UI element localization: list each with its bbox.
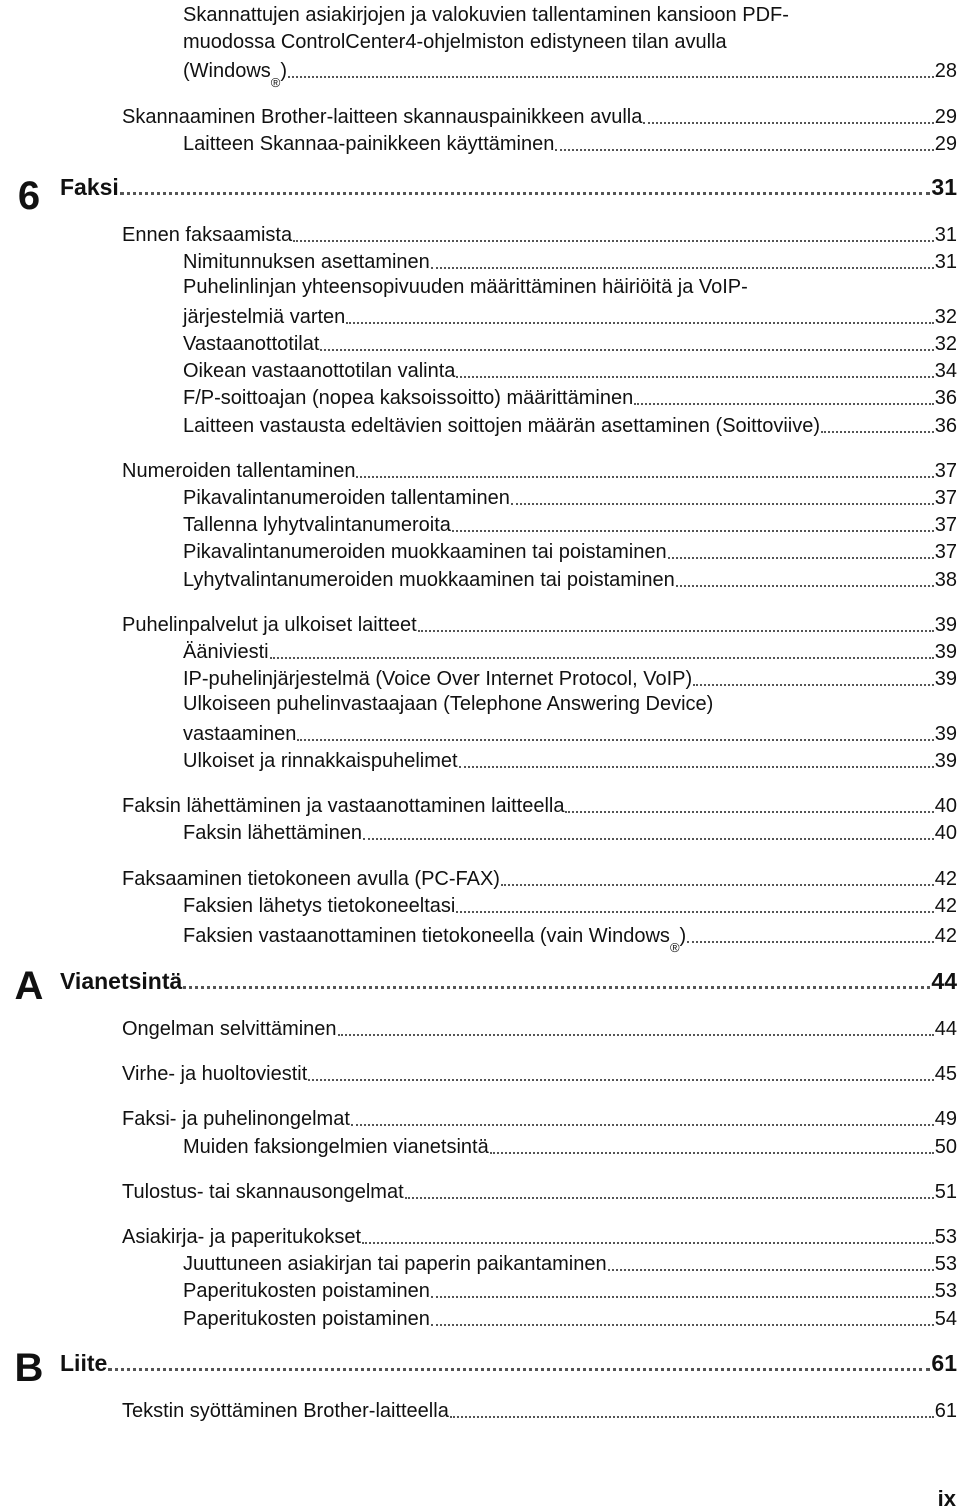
toc-entry-title: Tekstin syöttäminen Brother-laitteella [122, 1400, 449, 1422]
toc-chapter-entry[interactable] [60, 968, 957, 994]
toc-page-number: 31 [934, 224, 957, 246]
toc-page-number: 34 [934, 360, 957, 382]
toc-entry[interactable] [122, 611, 957, 637]
dot-leader [450, 1412, 934, 1418]
toc-page-number: 29 [934, 106, 957, 128]
dot-leader [490, 1148, 934, 1154]
toc-entry-title: Juuttuneen asiakirjan tai paperin paikantaminen [183, 1253, 607, 1275]
toc-entry[interactable] [122, 1015, 957, 1041]
toc-entry[interactable] [122, 792, 957, 818]
page-number: ix [937, 1486, 956, 1511]
toc-entry[interactable] [183, 1277, 957, 1303]
toc-entry[interactable] [183, 384, 957, 410]
dot-leader [687, 937, 934, 943]
toc-entry[interactable] [122, 1060, 957, 1086]
dot-leader [459, 762, 934, 768]
toc-entry[interactable] [183, 665, 957, 691]
toc-entry[interactable] [122, 865, 957, 891]
dot-leader [431, 1320, 934, 1326]
dot-leader [643, 118, 933, 124]
toc-page-number: 36 [934, 415, 957, 437]
toc-entry-text-line: Ulkoiseen puhelinvastaajaan (Telephone Answering Device) [183, 693, 714, 715]
dot-leader [351, 1120, 934, 1126]
dot-leader [608, 1265, 934, 1271]
toc-entry-title: Faksin lähettäminen ja vastaanottaminen laitteella [122, 795, 565, 817]
toc-chapter-entry[interactable] [60, 1350, 957, 1376]
toc-page-number: 54 [934, 1308, 957, 1330]
dot-leader [418, 626, 934, 632]
toc-entry-title: järjestelmiä varten [183, 306, 346, 328]
dot-leader [511, 499, 934, 505]
toc-entry-title: Vianetsintä [60, 968, 183, 994]
chapter-number: B [14, 1346, 44, 1390]
toc-entry-title: Liite [60, 1350, 108, 1376]
dot-leader [297, 735, 933, 741]
dot-leader [363, 834, 934, 840]
toc-entry-title: Pikavalintanumeroiden tallentaminen [183, 487, 510, 509]
toc-entry[interactable] [122, 457, 957, 483]
toc-page-number: 28 [934, 60, 957, 82]
dot-leader [338, 1030, 934, 1036]
dot-leader [356, 472, 933, 478]
toc-entry-title: Muiden faksiongelmien vianetsintä [183, 1136, 489, 1158]
toc-page-number: 29 [934, 133, 957, 155]
toc-entry[interactable] [183, 892, 957, 918]
dot-leader [555, 145, 933, 151]
toc-entry-title: vastaaminen [183, 723, 297, 745]
toc-page-number: 42 [934, 925, 957, 947]
toc-entry-title: IP-puhelinjärjestelmä (Voice Over Internet Protocol, VoIP) [183, 668, 693, 690]
toc-page-number: 37 [934, 514, 957, 536]
toc-entry-title: Tallenna lyhytvalintanumeroita [183, 514, 451, 536]
toc-entry-title: Tulostus- tai skannausongelmat [122, 1181, 404, 1203]
toc-entry-title: Numeroiden tallentaminen [122, 460, 356, 482]
chapter-number: A [14, 964, 44, 1008]
dot-leader [821, 427, 934, 433]
toc-entry-title: F/P-soittoajan (nopea kaksoissoitto) määrittäminen [183, 387, 634, 409]
toc-page-number: 40 [934, 822, 957, 844]
toc-entry[interactable]: Faksien vastaanottaminen tietokoneella (vain Windows ® ) 42 [183, 925, 957, 955]
toc-entry-title: (Windows [183, 60, 271, 82]
toc-page-number: 39 [934, 750, 957, 772]
toc-entry-title: Faksi- ja puhelinongelmat [122, 1108, 350, 1130]
toc-entry[interactable] [183, 747, 957, 773]
toc-entry-title: Virhe- ja huoltoviestit [122, 1063, 308, 1085]
toc-entry-title-suffix: ) [679, 925, 687, 947]
toc-page-number: 31 [934, 251, 957, 273]
toc-entry[interactable] [122, 103, 957, 129]
toc-entry[interactable] [183, 819, 957, 845]
toc-page-number: 39 [934, 668, 957, 690]
toc-entry[interactable] [122, 221, 957, 247]
dot-leader [693, 680, 934, 686]
dot-leader [120, 188, 931, 195]
toc-page-number: 45 [934, 1063, 957, 1085]
toc-page-number: 37 [934, 460, 957, 482]
toc-page-number: 49 [934, 1108, 957, 1130]
toc-entry-title: Laitteen Skannaa-painikkeen käyttäminen [183, 133, 555, 155]
toc-entry[interactable] [183, 412, 957, 438]
toc-page-number: 44 [931, 968, 957, 994]
toc-page-number: 37 [934, 541, 957, 563]
dot-leader [293, 236, 934, 242]
toc-page-number: 44 [934, 1018, 957, 1040]
toc-entry-title: Ongelman selvittäminen [122, 1018, 337, 1040]
toc-page-number: 36 [934, 387, 957, 409]
dot-leader [405, 1193, 934, 1199]
toc-entry-title: Faksien vastaanottaminen tietokoneella (vain Windows [183, 925, 670, 947]
toc-entry[interactable] [122, 1105, 957, 1131]
toc-page-number: 31 [931, 174, 957, 200]
dot-leader [501, 880, 934, 886]
toc-page-number: 38 [934, 569, 957, 591]
toc-page-number: 42 [934, 868, 957, 890]
toc-entry-text-line: muodossa ControlCenter4-ohjelmiston edistyneen tilan avulla [183, 31, 727, 53]
dot-leader [676, 581, 934, 587]
toc-page-number: 32 [934, 333, 957, 355]
dot-leader [183, 982, 930, 989]
toc-page-number: 51 [934, 1181, 957, 1203]
toc-page-number: 53 [934, 1280, 957, 1302]
toc-page-number: 61 [934, 1400, 957, 1422]
toc-page-number: 40 [934, 795, 957, 817]
dot-leader [565, 807, 933, 813]
dot-leader [108, 1364, 930, 1371]
toc-page-number: 37 [934, 487, 957, 509]
toc-entry-title: Paperitukosten poistaminen [183, 1280, 430, 1302]
toc-entry[interactable] [122, 1223, 957, 1249]
toc-entry-title: Pikavalintanumeroiden muokkaaminen tai poistaminen [183, 541, 667, 563]
dot-leader [362, 1238, 934, 1244]
toc-entry-title: Laitteen vastausta edeltävien soittojen määrän asettaminen (Soittoviive) [183, 415, 821, 437]
dot-leader [668, 553, 934, 559]
toc-page-number: 61 [931, 1350, 957, 1376]
toc-entry-text-line: Skannattujen asiakirjojen ja valokuvien tallentaminen kansioon PDF- [183, 4, 789, 26]
dot-leader [634, 399, 934, 405]
toc-page-number: 32 [934, 306, 957, 328]
toc-page-number: 39 [934, 614, 957, 636]
toc-entry-title: Faksaaminen tietokoneen avulla (PC-FAX) [122, 868, 500, 890]
toc-entry-title: Lyhytvalintanumeroiden muokkaaminen tai poistaminen [183, 569, 675, 591]
dot-leader [452, 526, 934, 532]
toc-entry-title: Oikean vastaanottotilan valinta [183, 360, 456, 382]
toc-chapter-entry[interactable] [60, 174, 957, 200]
toc-entry-title: Faksien lähetys tietokoneeltasi [183, 895, 456, 917]
toc-entry-title: Ulkoiset ja rinnakkaispuhelimet [183, 750, 458, 772]
toc-entry[interactable] [122, 1397, 957, 1423]
toc-entry-title: Vastaanottotilat [183, 333, 320, 355]
dot-leader [431, 263, 934, 269]
toc-entry-title-suffix: ) [280, 60, 288, 82]
toc-entry[interactable] [183, 1133, 957, 1159]
dot-leader [308, 1075, 933, 1081]
toc-entry[interactable] [183, 248, 957, 274]
dot-leader [456, 907, 933, 913]
dot-leader [270, 653, 934, 659]
dot-leader [431, 1292, 934, 1298]
toc-entry-title: Paperitukosten poistaminen [183, 1308, 430, 1330]
toc-page-number: 53 [934, 1226, 957, 1248]
dot-leader [456, 372, 933, 378]
toc-entry[interactable] [183, 303, 957, 329]
dot-leader [288, 72, 934, 78]
toc-entry[interactable] [183, 130, 957, 156]
toc-entry[interactable] [183, 566, 957, 592]
toc-entry-title: Nimitunnuksen asettaminen [183, 251, 430, 273]
toc-entry[interactable] [183, 330, 957, 356]
dot-leader [320, 345, 933, 351]
toc-entry-title: Ääniviesti [183, 641, 269, 663]
toc-entry[interactable] [183, 538, 957, 564]
toc-entry-title: Asiakirja- ja paperitukokset [122, 1226, 361, 1248]
toc-entry[interactable]: (Windows ® ) 28 [183, 60, 957, 90]
toc-entry-title: Ennen faksaamista [122, 224, 293, 246]
toc-entry[interactable] [183, 720, 957, 746]
toc-entry[interactable] [183, 1305, 957, 1331]
toc-entry[interactable] [183, 357, 957, 383]
toc-page-number: 50 [934, 1136, 957, 1158]
toc-entry-title: Faksi [60, 174, 119, 200]
toc-page-number: 42 [934, 895, 957, 917]
toc-entry[interactable] [183, 511, 957, 537]
toc-entry[interactable] [183, 638, 957, 664]
chapter-number: 6 [17, 174, 41, 218]
toc-entry[interactable] [183, 484, 957, 510]
toc-entry-text-line: Puhelinlinjan yhteensopivuuden määrittäminen häiriöitä ja VoIP- [183, 276, 748, 298]
toc-entry-title: Faksin lähettäminen [183, 822, 362, 844]
toc-page-number: 39 [934, 723, 957, 745]
dot-leader [346, 318, 933, 324]
toc-entry-title: Puhelinpalvelut ja ulkoiset laitteet [122, 614, 417, 636]
toc-entry[interactable] [122, 1178, 957, 1204]
toc-page-number: 39 [934, 641, 957, 663]
toc-entry-title: Skannaaminen Brother-laitteen skannauspainikkeen avulla [122, 106, 643, 128]
toc-entry[interactable] [183, 1250, 957, 1276]
toc-page-number: 53 [934, 1253, 957, 1275]
